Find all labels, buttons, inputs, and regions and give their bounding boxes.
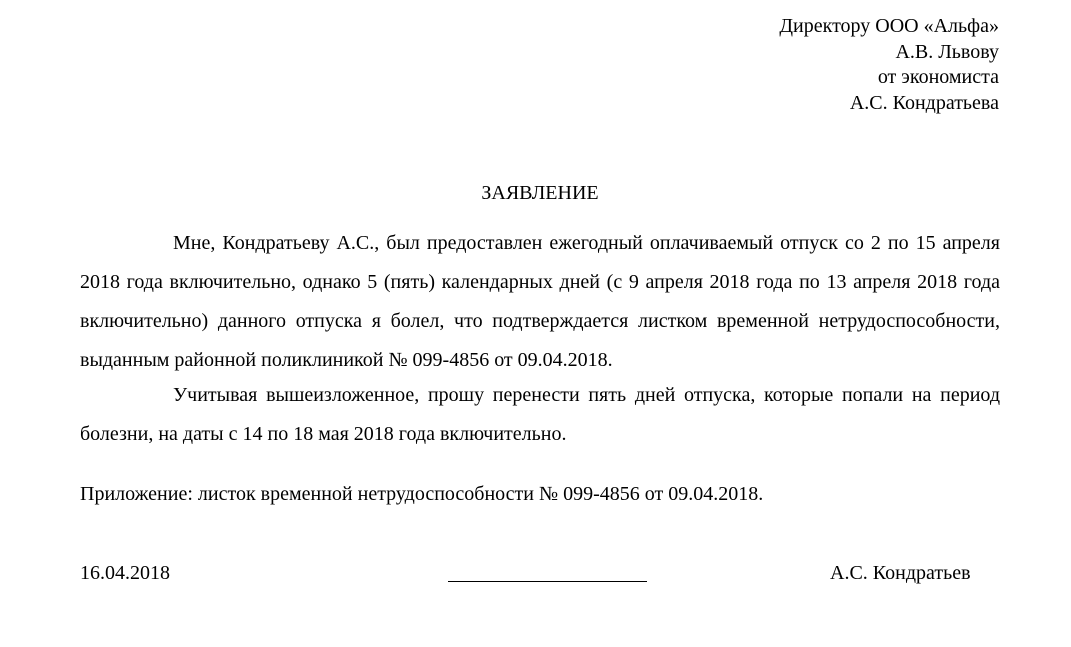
document-title: ЗАЯВЛЕНИЕ [481,182,599,204]
addressee-line-director: Директору ООО «Альфа» [779,15,999,37]
addressee-line-name: А.В. Львову [895,40,999,63]
attachment-line: Приложение: листок временной нетрудоспособности № 099-4856 от 09.04.2018. [80,483,764,505]
body-paragraph-2: Учитывая вышеизложенное, прошу перенести пять дней отпуска, которые попали на период болезни, на даты с 14 по 18 мая 2018 года включительно. [80,384,1000,445]
document-date: 16.04.2018 [80,562,170,584]
sender-line-name: А.С. Кондратьева [849,91,999,114]
addressee-block [779,14,999,116]
sender-line-position: от экономиста [877,66,999,88]
signer-name: А.С. Кондратьев [830,562,971,584]
body-paragraph-1-block [80,224,1000,380]
body-paragraph-2-block [80,376,1000,454]
body-paragraph-1: Мне, Кондратьеву А.С., был предоставлен ежегодный оплачиваемый отпуск со 2 по 15 апреля 2018 года включительно, однако 5 (пять) календарных дней (с 9 апреля 2018 года по 13 апреля 2018 года включительно) данного отпуска я болел, что подтверждается листком временной нетрудоспособности, выданным районной поликлиникой № 099-4856 от 09.04.2018. [80,232,1000,371]
signature-line [448,581,647,582]
